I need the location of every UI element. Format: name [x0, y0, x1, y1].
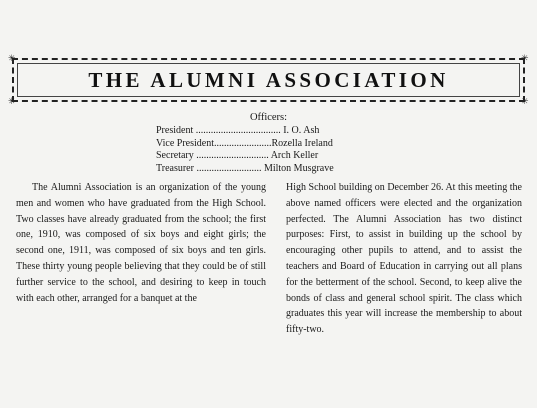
officer-row-president: President .................................. I. O. Ash: [156, 125, 320, 136]
body-right-column: High School building on December 26. At this meeting the above named officers were elected and the organization perfected. The Alumni Association has two distinct purposes: First, to assist in building up the school by encouraging other pupils to attend, and to assist the teachers and Board of Education in carrying out all plans for the betterment of the school. Second, to keep alive the bonds of class and general school spirit. The class which graduates this year will increase the membership to about fifty-two.: [286, 182, 522, 336]
frame-corner-ornament: ✳: [521, 53, 529, 63]
frame-corner-ornament: ✳: [521, 96, 529, 106]
page-title: THE ALUMNI ASSOCIATION: [88, 68, 449, 92]
frame-corner-ornament: ✳: [8, 96, 16, 106]
officer-row-secretary: Secretary ............................. Arch Keller: [156, 150, 319, 162]
body-left-column: The Alumni Association is an organization of the young men and women who have graduated from the High School. Two classes have already graduated from the school; the first one, 1910, was composed of six boys and eight girls; the second one, 1911, was composed of six boys and ten girls. These thirty young people believing that they could be of still further service to the school, and desiring to keep in touch with each other, arranged for a banquet at the: [16, 182, 266, 304]
officer-row-treasurer: Treasurer .......................... Milton Musgrave: [156, 162, 334, 174]
officers-list: [156, 125, 396, 175]
frame-corner-ornament: ✳: [8, 53, 16, 63]
officer-row-vice-president: Vice President.......................Rozella Ireland: [156, 137, 333, 149]
officers-heading: Officers:: [249, 112, 288, 123]
